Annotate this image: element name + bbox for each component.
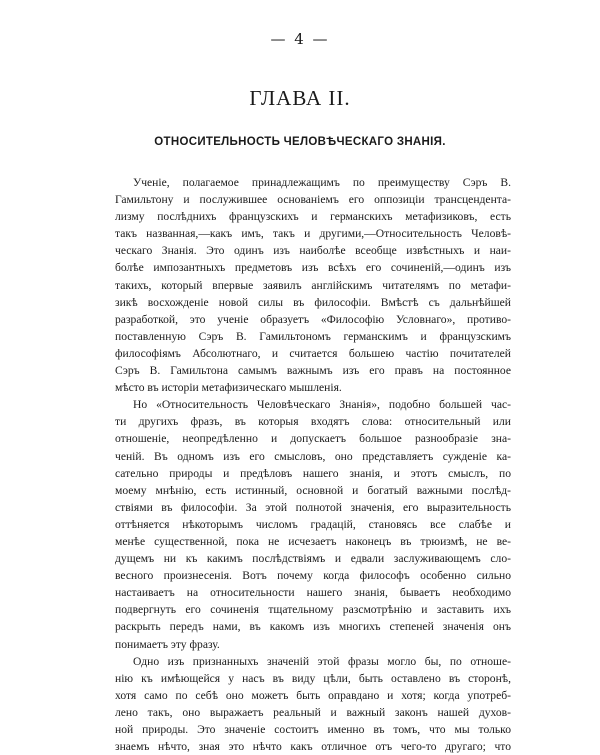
text-line: весного произнесенія. Вотъ почему когда философъ особенно сильно bbox=[115, 569, 511, 583]
text-line: разработкой, это ученіе образуетъ «Философію Условнаго», противо- bbox=[115, 312, 511, 326]
text-line: ствіями въ философіи. За этой полнотой значенія, его выразительность bbox=[115, 500, 511, 514]
text-line: отношеніе, неопредѣленно и допускаетъ большое разнообразіе зна- bbox=[115, 432, 511, 446]
text-line: нію къ имѣющейся у насъ въ виду цѣли, быть оставлено въ сторонѣ, bbox=[115, 671, 511, 685]
text-line: Гамильтону и послужившее основаніемъ его оппозиціи трансцендента- bbox=[115, 193, 511, 207]
paragraph bbox=[115, 396, 511, 652]
text-line: знаемъ нѣчто, зная это нѣчто какъ отличное отъ чего-то другаго; что bbox=[115, 740, 511, 754]
text-line: Сэръ В. Гамильтона самымъ важнымъ изъ его правъ на постоянное bbox=[115, 364, 511, 378]
text-line: зикѣ восхожденіе новой силы въ философіи. Вмѣстѣ съ дальнѣйшей bbox=[115, 295, 511, 309]
text-line: ной природы. Это значеніе состоитъ именно въ томъ, что мы только bbox=[115, 723, 511, 736]
text-line: Одно изъ признанныхъ значеній этой фразы могло бы, по отноше- bbox=[133, 654, 511, 668]
text-line: мѣсто въ исторіи метафизическаго мышленія. bbox=[115, 381, 342, 395]
text-line: Но «Относительность Человѣческаго Знанія», подобно большей час- bbox=[133, 398, 511, 412]
paragraph bbox=[115, 653, 511, 755]
text-line: такихъ, который впервые заявилъ англійскимъ читателямъ по метафи- bbox=[115, 278, 511, 292]
text-line: менѣе существенной, пока не исчезаетъ наконецъ въ трюизмѣ, не ве- bbox=[115, 534, 511, 548]
text-line: понимаетъ эту фразу. bbox=[115, 637, 220, 651]
text-line: сательно природы и предѣловъ нашего знанія, и этотъ смыслъ, по bbox=[115, 466, 511, 480]
text-line: Ученіе, полагаемое принадлежащимъ по преимуществу Сэръ В. bbox=[133, 176, 511, 189]
paragraph bbox=[115, 174, 511, 396]
text-line: хотя само по себѣ оно можетъ быть оправдано и хотя; когда употреб- bbox=[115, 688, 511, 702]
text-line: настаиваетъ на относительности нашего знанія, бываетъ необходимо bbox=[115, 586, 511, 600]
text-line: ческаго Знанія. Это одинъ изъ наиболѣе всеобще извѣстныхъ и наи- bbox=[115, 244, 511, 258]
section-title: ОТНОСИТЕЛЬНОСТЬ ЧЕЛОВѢЧЕСКАГО ЗНАНІЯ. bbox=[154, 136, 446, 148]
text-line: моему мнѣнію, есть истинный, основной и богатый важными послѣд- bbox=[115, 483, 511, 497]
body-text bbox=[115, 174, 511, 755]
text-line: оттѣняется нѣкоторымъ числомъ градацій, становясь все слабѣе и bbox=[115, 517, 511, 531]
page-number: — 4 — bbox=[270, 30, 330, 48]
text-line: лизму послѣднихъ французскихъ и германскихъ метафизиковъ, есть bbox=[115, 210, 511, 224]
text-line: ченій. Въ одномъ изъ его смысловъ, оно представляетъ сужденіе ка- bbox=[115, 449, 511, 463]
text-line: раскрыть передъ нами, въ какомъ изъ многихъ степеней значенія онъ bbox=[115, 620, 511, 634]
text-line: лено такъ, оно выражаетъ реальный и важный законъ нашей духов- bbox=[115, 705, 511, 719]
text-line: дущемъ ни къ какимъ послѣдствіямъ и едвали заслуживающемъ сло- bbox=[115, 552, 511, 566]
text-line: такъ названная,—какъ имъ, такъ и другими,—Относительность Человѣ- bbox=[115, 227, 511, 241]
text-line: болѣе импозантныхъ предметовъ изъ всѣхъ его сочиненій,—одинъ изъ bbox=[115, 261, 511, 275]
text-line: поставленную Сэръ В. Гамильтономъ германскимъ и французскимъ bbox=[115, 329, 511, 343]
chapter-title: ГЛАВА II. bbox=[249, 86, 351, 110]
text-line: подвергнуть его сочиненія тщательному разсмотрѣнію и заставить ихъ bbox=[115, 603, 511, 617]
text-line: ти другихъ фразъ, въ которыя входятъ слова: относительный или bbox=[115, 415, 511, 429]
text-line: философіямъ Абсолютнаго, и считается большею частію почитателей bbox=[115, 346, 511, 360]
